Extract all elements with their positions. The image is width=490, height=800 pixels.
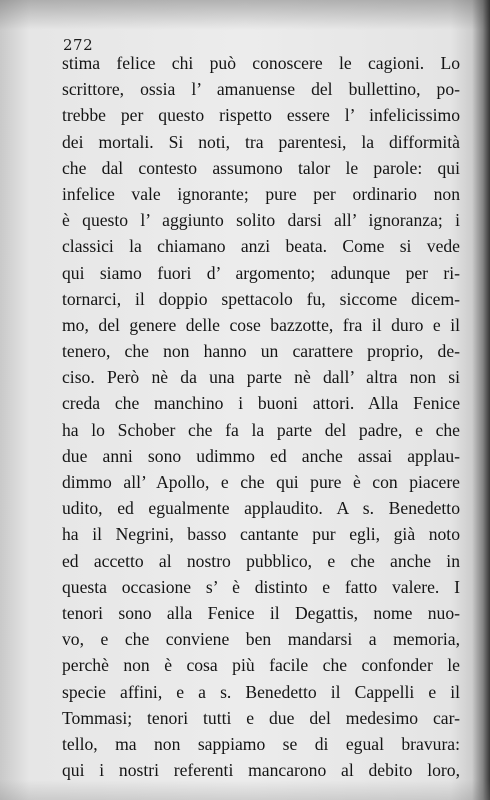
text-line: dei mortali. Si noti, tra parentesi, la difformità (62, 131, 460, 152)
text-line: qui i nostri referenti mancarono al debito loro, (62, 760, 460, 781)
text-line: infelice vale ignorante; pure per ordinario non (62, 183, 460, 204)
text-line: tornarci, il doppio spettacolo fu, siccome dicem- (62, 288, 460, 309)
page-binding-shadow (472, 0, 490, 800)
text-line: classici la chiamano anzi beata. Come si vede (62, 236, 460, 257)
text-line: stima felice chi può conoscere le cagioni. Lo (62, 53, 460, 73)
text-line: ed accetto al nostro pubblico, e che anche in (62, 550, 460, 571)
text-line: ha lo Schober che fa la parte del padre, e che (62, 419, 460, 440)
text-line: trebbe per questo rispetto essere l’ infelicissimo (62, 105, 460, 126)
text-line: perchè non è cosa più facile che confonder le (62, 655, 460, 676)
text-line: udito, ed egualmente applaudito. A s. Benedetto (62, 498, 460, 519)
text-line: specie affini, e a s. Benedetto il Cappelli e il (62, 681, 460, 702)
body-text (62, 50, 460, 783)
text-line: tenori sono alla Fenice il Degattis, nome nuo- (62, 602, 460, 623)
text-line: che dal contesto assumono talor le parole: qui (62, 157, 460, 178)
text-line: scrittore, ossia l’ amanuense del bullettino, po- (62, 79, 460, 100)
text-line: creda che manchino i buoni attori. Alla Fenice (62, 393, 460, 414)
text-line: ciso. Però nè da una parte nè dall’ altra non si (62, 367, 460, 388)
text-line: è questo l’ aggiunto solito darsi all’ ignoranza; i (62, 210, 460, 231)
text-line: due anni sono udimmo ed anche assai applau- (62, 445, 460, 466)
page-number: 272 (63, 36, 94, 54)
text-line: dimmo all’ Apollo, e che qui pure è con piacere (62, 472, 460, 492)
text-line: tenero, che non hanno un carattere proprio, de- (62, 341, 460, 362)
text-line: ha il Negrini, basso cantante pur egli, già noto (62, 524, 460, 545)
text-line: mo, del genere delle cose bazzotte, fra il duro e il (62, 314, 460, 335)
text-line: questa occasione s’ è distinto e fatto valere. I (62, 576, 460, 597)
text-line: tello, ma non sappiamo se di egual bravura: (62, 733, 460, 754)
text-line: vo, e che conviene ben mandarsi a memoria, (62, 629, 460, 650)
text-line: qui siamo fuori d’ argomento; adunque per ri- (62, 262, 460, 283)
page-top-shadow (0, 0, 490, 30)
text-line: Tommasi; tenori tutti e due del medesimo car- (62, 707, 460, 728)
page-bottom-shadow (0, 780, 490, 800)
